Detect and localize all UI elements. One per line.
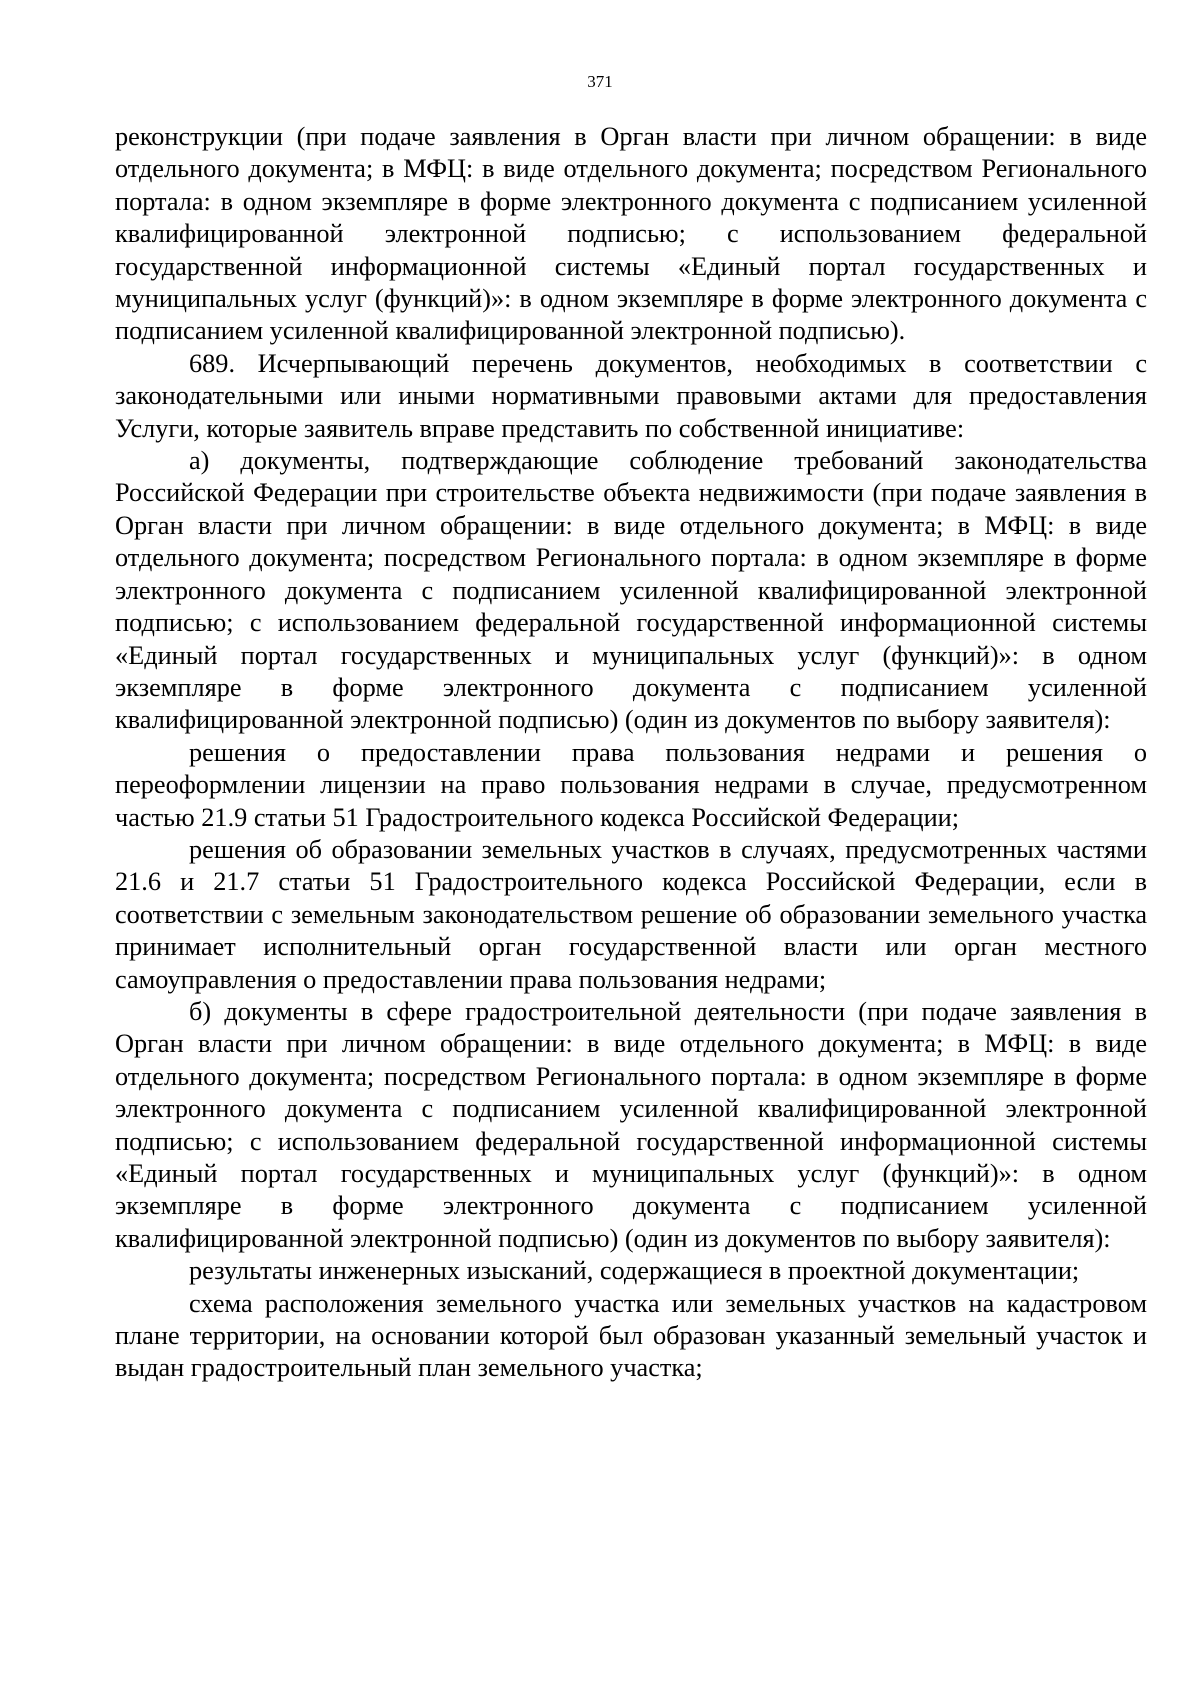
paragraph-689: 689. Исчерпывающий перечень документов, необходимых в соответствии с законодательными или иными нормативными правовыми актами для предоставления Услуги, которые заявитель вправе представить по собственной инициативе: [115, 348, 1147, 443]
paragraph-item-b: б) документы в сфере градостроительной деятельности (при подаче заявления в Орган власти при личном обращении: в виде отдельного документа; в МФЦ: в виде отдельного документа; посредством Регионального портала: в одном экземпляре в форме электронного документа с подписанием усиленной квалифицированной электронной подписью; с использованием федеральной государственной информационной системы «Единый портал государственных и муниципальных услуг (функций)»: в одном экземпляре в форме электронного документа с подписанием усиленной квалифицированной электронной подписью) (один из документов по выбору заявителя): [115, 996, 1147, 1253]
paragraph-land-plot-decisions: решения об образовании земельных участков в случаях, предусмотренных частями 21.6 и 21.7 статьи 51 Градостроительного кодекса Российской Федерации, если в соответствии с земельным законодательством решение об образовании земельного участка принимает исполнительный орган государственной власти или орган местного самоуправления о предоставлении права пользования недрами; [115, 834, 1147, 994]
paragraph-engineering-surveys: результаты инженерных изысканий, содержащиеся в проектной документации; [189, 1256, 1080, 1286]
page-number: 371 [587, 72, 613, 91]
paragraph-item-a: а) документы, подтверждающие соблюдение требований законодательства Российской Федерации при строительстве объекта недвижимости (при подаче заявления в Орган власти при личном обращении: в виде отдельного документа; в МФЦ: в виде отдельного документа; посредством Регионального портала: в одном экземпляре в форме электронного документа с подписанием усиленной квалифицированной электронной подписью; с использованием федеральной государственной информационной системы «Единый портал государственных и муниципальных услуг (функций)»: в одном экземпляре в форме электронного документа с подписанием усиленной квалифицированной электронной подписью) (один из документов по выбору заявителя): [115, 446, 1147, 735]
paragraph-land-plot-scheme: схема расположения земельного участка или земельных участков на кадастровом плане территории, на основании которой был образован указанный земельный участок и выдан градостроительный план земельного участка; [115, 1288, 1147, 1383]
paragraph-continuation: реконструкции (при подаче заявления в Орган власти при личном обращении: в виде отдельного документа; в МФЦ: в виде отдельного документа; посредством Регионального портала: в одном экземпляре в форме электронного документа с подписанием усиленной квалифицированной электронной подписью; с использованием федеральной государственной информационной системы «Единый портал государственных и муниципальных услуг (функций)»: в одном экземпляре в форме электронного документа с подписанием усиленной квалифицированной электронной подписью). [115, 122, 1147, 346]
paragraph-subsoil-decisions: решения о предоставлении права пользования недрами и решения о переоформлении лицензии на право пользования недрами в случае, предусмотренном частью 21.9 статьи 51 Градостроительного кодекса Российской Федерации; [115, 737, 1147, 832]
document-body [115, 121, 1147, 1385]
